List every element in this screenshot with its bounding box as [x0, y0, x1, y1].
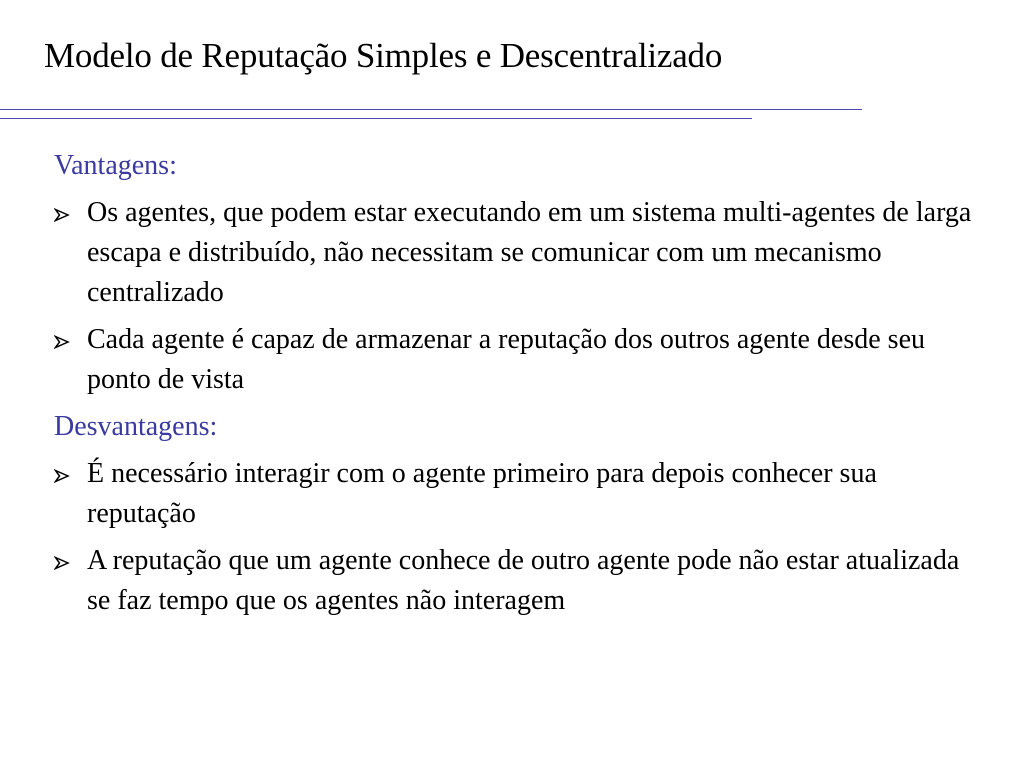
section-heading: Vantagens:	[54, 150, 177, 181]
section-desvantagens	[54, 407, 974, 621]
section-heading: Desvantagens:	[54, 411, 218, 442]
bullet-text: Cada agente é capaz de armazenar a reputação dos outros agente desde seu ponto de vista	[87, 324, 926, 395]
bullet-item	[54, 454, 974, 534]
bullet-text: É necessário interagir com o agente primeiro para depois conhecer sua reputação	[87, 458, 877, 529]
arrow-bullet-icon	[54, 469, 70, 483]
bullet-text: Os agentes, que podem estar executando em um sistema multi-agentes de larga escapa e distribuído, não necessitam se comunicar com um mecanismo centralizado	[87, 197, 972, 308]
arrow-bullet-icon	[54, 556, 70, 570]
bullet-item	[54, 193, 974, 313]
arrow-bullet-icon	[54, 208, 70, 222]
section-vantagens	[54, 146, 974, 400]
title-divider-top	[0, 109, 862, 110]
bullet-item	[54, 320, 974, 400]
arrow-bullet-icon	[54, 335, 70, 349]
slide-title: Modelo de Reputação Simples e Descentralizado	[44, 36, 723, 75]
slide-body	[54, 146, 974, 628]
bullet-text: A reputação que um agente conhece de outro agente pode não estar atualizada se faz tempo que os agentes não interagem	[87, 545, 960, 616]
bullet-item	[54, 541, 974, 621]
title-divider-bottom	[0, 118, 752, 119]
